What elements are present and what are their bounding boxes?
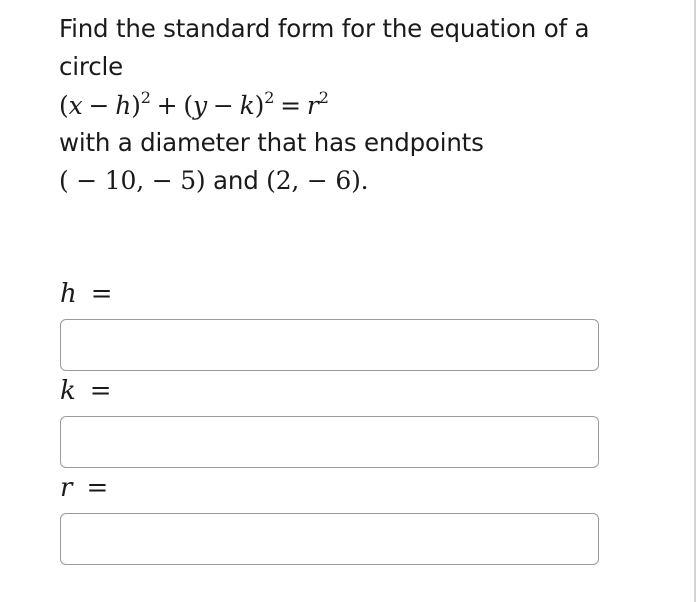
h-label <box>60 279 113 309</box>
eq-exponent: 2 <box>264 88 275 107</box>
eq-x: x <box>68 91 83 120</box>
eq-r: r <box>306 91 319 120</box>
endpoints-connector: and <box>213 166 259 195</box>
h-answer-input[interactable] <box>60 319 599 371</box>
question-line-1: Find the standard form for the equation of a <box>59 14 590 43</box>
endpoints-line <box>59 162 659 200</box>
h-var: h <box>60 279 77 309</box>
eq-exponent: 2 <box>140 88 151 107</box>
period: . <box>360 166 369 195</box>
h-equals: = <box>90 279 113 309</box>
eq-close-paren: ) <box>254 91 265 120</box>
scrollbar-track[interactable] <box>694 0 696 602</box>
eq-h: h <box>115 91 132 120</box>
k-label <box>60 376 112 406</box>
eq-exponent: 2 <box>318 88 329 107</box>
eq-equals: = <box>280 91 301 120</box>
k-equals: = <box>89 376 112 406</box>
k-answer-input[interactable] <box>60 416 599 468</box>
question-line-4: with a diameter that has endpoints <box>59 128 484 157</box>
eq-minus: − <box>88 91 110 120</box>
endpoint-1: ( − 10, − 5) <box>59 166 206 195</box>
eq-plus: + <box>156 91 178 120</box>
r-answer-input[interactable] <box>60 513 599 565</box>
endpoint-2: (2, − 6) <box>266 166 361 195</box>
eq-open-paren: ( <box>183 91 193 120</box>
eq-y: y <box>192 91 207 120</box>
eq-k: k <box>239 91 255 120</box>
eq-close-paren: ) <box>131 91 141 120</box>
k-var: k <box>60 376 76 406</box>
r-label <box>60 473 108 503</box>
eq-minus: − <box>212 91 234 120</box>
question-text <box>59 10 659 200</box>
r-var: r <box>60 473 73 503</box>
question-line-2: circle <box>59 52 123 81</box>
r-equals: = <box>86 473 109 503</box>
eq-open-paren: ( <box>59 91 69 120</box>
circle-equation <box>59 87 659 125</box>
